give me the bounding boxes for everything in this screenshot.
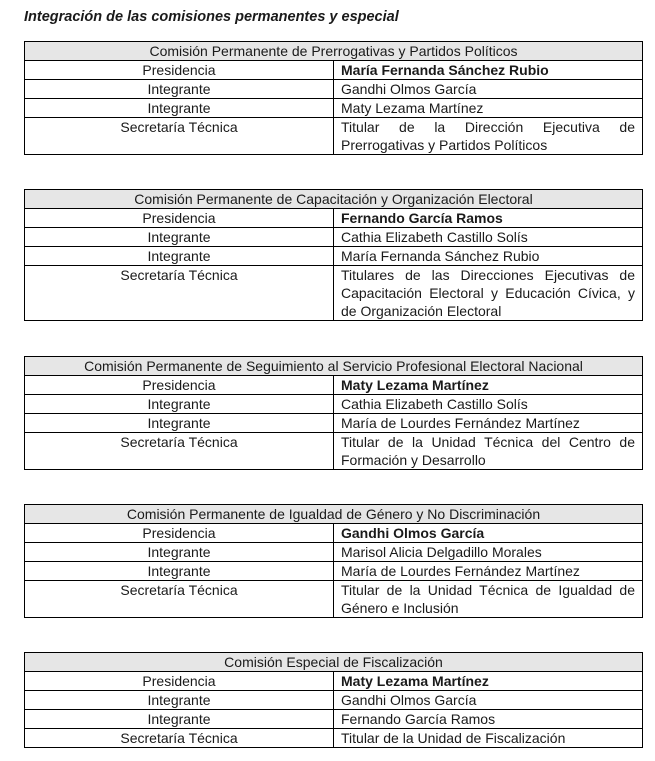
table-row — [25, 118, 643, 155]
role-cell: Secretaría Técnica — [25, 266, 334, 321]
member-cell: María de Lourdes Fernández Martínez — [334, 414, 643, 433]
document-title: Integración de las comisiones permanentes y especial — [24, 9, 399, 25]
role-cell: Integrante — [25, 414, 334, 433]
role-cell: Integrante — [25, 710, 334, 729]
member-cell: Maty Lezama Martínez — [334, 672, 643, 691]
role-cell: Presidencia — [25, 672, 334, 691]
role-cell: Integrante — [25, 228, 334, 247]
role-cell: Presidencia — [25, 61, 334, 80]
table-row — [25, 562, 643, 581]
member-cell: Titular de la Unidad Técnica del Centro de Formación y Desarrollo — [334, 433, 643, 470]
member-cell: Gandhi Olmos García — [334, 691, 643, 710]
commission-name: Comisión Especial de Fiscalización — [25, 653, 643, 672]
role-cell: Presidencia — [25, 209, 334, 228]
table-row — [25, 710, 643, 729]
table-row — [25, 672, 643, 691]
table-header-row — [25, 357, 643, 376]
table-row — [25, 228, 643, 247]
role-cell: Integrante — [25, 247, 334, 266]
commission-table-servicio-profesional — [24, 356, 643, 470]
commission-table-igualdad-genero — [24, 504, 643, 618]
commission-table-fiscalizacion — [24, 652, 643, 748]
table-row — [25, 543, 643, 562]
member-cell: María Fernanda Sánchez Rubio — [334, 61, 643, 80]
member-cell: Titular de la Dirección Ejecutiva de Prerrogativas y Partidos Políticos — [334, 118, 643, 155]
role-cell: Presidencia — [25, 376, 334, 395]
member-cell: Titular de la Unidad Técnica de Igualdad de Género e Inclusión — [334, 581, 643, 618]
table-row — [25, 61, 643, 80]
member-cell: Titular de la Unidad de Fiscalización — [334, 729, 643, 748]
role-cell: Secretaría Técnica — [25, 581, 334, 618]
member-cell: Gandhi Olmos García — [334, 80, 643, 99]
table-row — [25, 581, 643, 618]
table-row — [25, 376, 643, 395]
table-row — [25, 414, 643, 433]
commission-name: Comisión Permanente de Igualdad de Género y No Discriminación — [25, 505, 643, 524]
table-row — [25, 99, 643, 118]
member-cell: María de Lourdes Fernández Martínez — [334, 562, 643, 581]
role-cell: Secretaría Técnica — [25, 433, 334, 470]
commission-table-prerrogativas — [24, 41, 643, 155]
table-row — [25, 266, 643, 321]
table-header-row — [25, 653, 643, 672]
table-row — [25, 209, 643, 228]
table-row — [25, 395, 643, 414]
commission-name: Comisión Permanente de Prerrogativas y Partidos Políticos — [25, 42, 643, 61]
table-header-row — [25, 190, 643, 209]
member-cell: Fernando García Ramos — [334, 710, 643, 729]
role-cell: Integrante — [25, 562, 334, 581]
member-cell: Fernando García Ramos — [334, 209, 643, 228]
table-row — [25, 524, 643, 543]
member-cell: Marisol Alicia Delgadillo Morales — [334, 543, 643, 562]
member-cell: María Fernanda Sánchez Rubio — [334, 247, 643, 266]
role-cell: Secretaría Técnica — [25, 729, 334, 748]
member-cell: Gandhi Olmos García — [334, 524, 643, 543]
commission-name: Comisión Permanente de Capacitación y Organización Electoral — [25, 190, 643, 209]
table-row — [25, 691, 643, 710]
member-cell: Maty Lezama Martínez — [334, 376, 643, 395]
table-row — [25, 433, 643, 470]
role-cell: Presidencia — [25, 524, 334, 543]
member-cell: Titulares de las Direcciones Ejecutivas de Capacitación Electoral y Educación Cívica, y de Organización Electoral — [334, 266, 643, 321]
table-row — [25, 80, 643, 99]
role-cell: Integrante — [25, 99, 334, 118]
role-cell: Integrante — [25, 80, 334, 99]
role-cell: Integrante — [25, 691, 334, 710]
table-row — [25, 247, 643, 266]
table-header-row — [25, 42, 643, 61]
table-row — [25, 729, 643, 748]
table-header-row — [25, 505, 643, 524]
role-cell: Integrante — [25, 395, 334, 414]
role-cell: Integrante — [25, 543, 334, 562]
role-cell: Secretaría Técnica — [25, 118, 334, 155]
member-cell: Cathia Elizabeth Castillo Solís — [334, 228, 643, 247]
commission-table-capacitacion — [24, 189, 643, 321]
commission-name: Comisión Permanente de Seguimiento al Servicio Profesional Electoral Nacional — [25, 357, 643, 376]
member-cell: Maty Lezama Martínez — [334, 99, 643, 118]
member-cell: Cathia Elizabeth Castillo Solís — [334, 395, 643, 414]
